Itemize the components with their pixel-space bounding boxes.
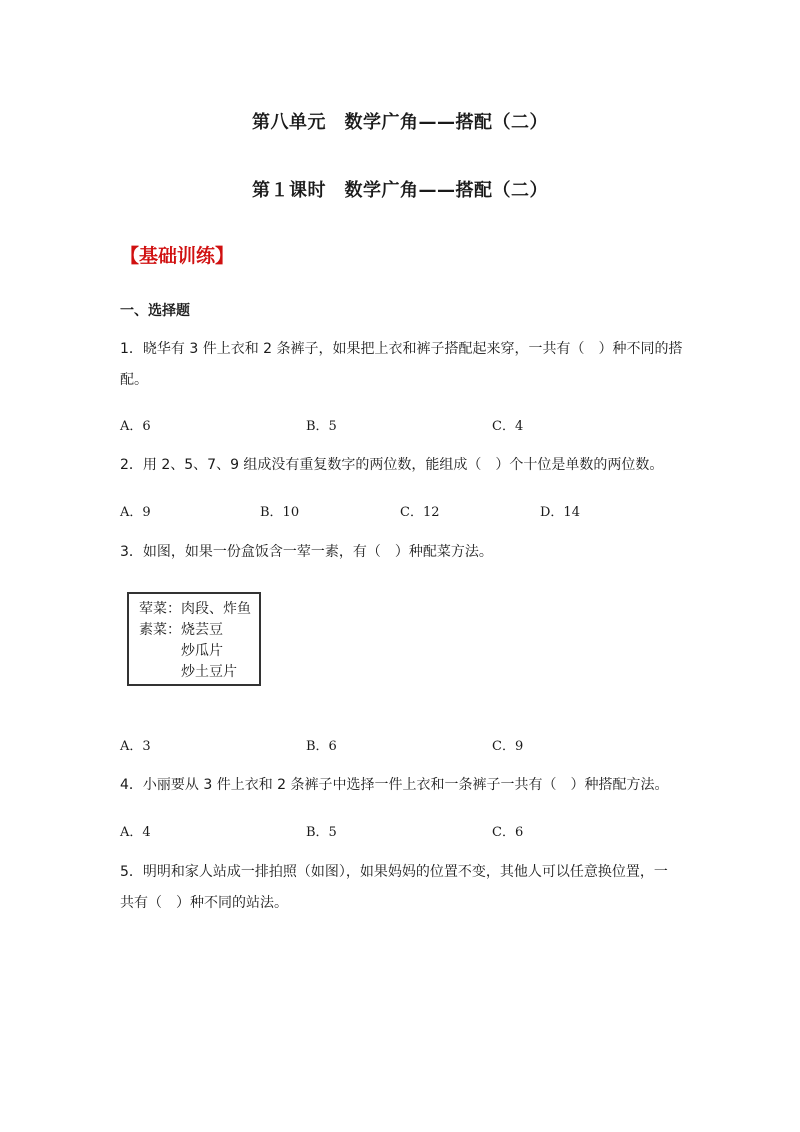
question-4: 4．小丽要从 3 件上衣和 2 条裤子中选择一件上衣和一条裤子一共有（ ）种搭配方法。 <box>120 777 669 793</box>
menu-veg-line-3: 炒土豆片 <box>181 664 237 680</box>
q1-option-a: A．6 <box>120 419 151 434</box>
question-5-line2: 共有（ ）种不同的站法。 <box>120 895 288 911</box>
q3-option-b: B．6 <box>306 739 337 754</box>
q2-option-a: A．9 <box>120 505 151 520</box>
unit-title: 第八单元 数学广角——搭配（二） <box>252 112 548 133</box>
question-1-line1: 1．晓华有 3 件上衣和 2 条裤子，如果把上衣和裤子搭配起来穿，一共有（ ）种不同的搭 <box>120 341 683 357</box>
menu-meat-line: 荤菜：肉段、炸鱼 <box>139 601 251 617</box>
q1-option-c: C．4 <box>492 419 524 434</box>
question-1-line2: 配。 <box>120 372 148 388</box>
question-3: 3．如图，如果一份盒饭含一荤一素，有（ ）种配菜方法。 <box>120 544 493 560</box>
q4-option-a: A．4 <box>120 825 151 840</box>
q2-option-d: D．14 <box>540 505 580 520</box>
menu-veg-line-2: 炒瓜片 <box>181 643 223 659</box>
section-label: 【基础训练】 <box>120 245 235 267</box>
part-heading: 一、选择题 <box>120 303 190 319</box>
lesson-title: 第１课时 数学广角——搭配（二） <box>252 180 548 201</box>
q3-option-a: A．3 <box>120 739 151 754</box>
q4-option-b: B．5 <box>306 825 337 840</box>
menu-veg-line: 素菜：烧芸豆 <box>139 622 223 638</box>
question-5-line1: 5．明明和家人站成一排拍照（如图），如果妈妈的位置不变，其他人可以任意换位置，一 <box>120 864 668 880</box>
q3-option-c: C．9 <box>492 739 524 754</box>
menu-figure <box>127 592 261 686</box>
q1-option-b: B．5 <box>306 419 337 434</box>
q4-option-c: C．6 <box>492 825 524 840</box>
q2-option-b: B．10 <box>260 505 300 520</box>
question-2: 2．用 2、5、7、9 组成没有重复数字的两位数，能组成（ ）个十位是单数的两位数。 <box>120 457 664 473</box>
q2-option-c: C．12 <box>400 505 440 520</box>
